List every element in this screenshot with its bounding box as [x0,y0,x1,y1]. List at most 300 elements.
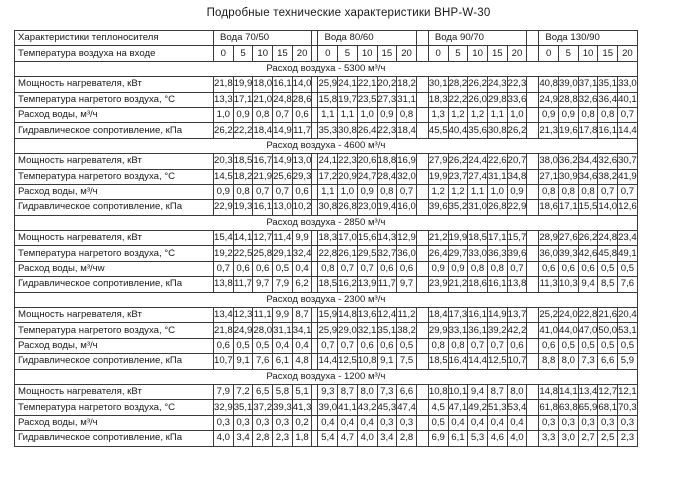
value-cell: 8,5 [598,277,618,292]
value-cell: 0,3 [397,415,417,430]
value-cell: 13,0 [292,154,312,169]
value-cell: 0,3 [214,415,234,430]
value-cell: 28,2 [448,77,468,92]
value-cell: 21,2 [428,231,448,246]
value-cell: 20,9 [338,169,358,184]
spacer-cell [527,31,539,46]
value-cell: 10,7 [214,354,234,369]
value-cell: 0,5 [233,338,253,353]
value-cell: 0,6 [292,184,312,199]
value-cell: 2,3 [273,431,293,446]
value-cell: 22,9 [214,200,234,215]
value-cell: 0,7 [468,338,488,353]
value-cell: 32,7 [377,246,397,261]
value-cell: 13,0 [273,200,293,215]
value-cell: 14,9 [273,123,293,138]
value-cell: 26,2 [468,77,488,92]
temp-header-cell: 15 [487,46,507,61]
value-cell: 6,1 [273,354,293,369]
value-cell: 24,8 [598,231,618,246]
table-row [15,384,638,399]
temp-header-cell: 15 [273,46,293,61]
value-cell: 10,1 [448,384,468,399]
value-cell: 31,0 [468,200,488,215]
table-row [15,200,638,215]
value-cell: 11,2 [397,308,417,323]
table-row [15,338,638,353]
value-cell: 5,8 [273,384,293,399]
value-cell: 1,1 [468,184,488,199]
value-cell: 6,6 [397,384,417,399]
value-cell: 9,9 [292,231,312,246]
value-cell: 29,5 [357,246,377,261]
value-cell: 19,9 [428,169,448,184]
value-cell: 7,6 [253,354,273,369]
value-cell: 41,1 [338,400,358,415]
value-cell: 0,7 [318,338,338,353]
value-cell: 0,5 [397,338,417,353]
spacer-cell [527,107,539,122]
value-cell: 14,8 [338,308,358,323]
value-cell: 12,6 [618,200,638,215]
temp-header-cell: 10 [468,46,488,61]
value-cell: 32,9 [214,400,234,415]
value-cell: 7,3 [578,354,598,369]
value-cell: 14,8 [539,384,559,399]
value-cell: 7,6 [618,277,638,292]
table-row [15,431,638,446]
value-cell: 41,9 [618,169,638,184]
value-cell: 0,4 [468,415,488,430]
spacer-cell [416,231,428,246]
value-cell: 14,4 [468,354,488,369]
value-cell: 0,5 [578,338,598,353]
row-label: Расход воды, м³/ч [15,415,214,430]
value-cell: 12,7 [598,384,618,399]
value-cell: 19,9 [448,231,468,246]
value-cell: 1,0 [357,107,377,122]
value-cell: 1,1 [318,107,338,122]
spacer-cell [416,384,428,399]
value-cell: 51,3 [487,400,507,415]
value-cell: 9,4 [578,277,598,292]
value-cell: 36,3 [487,246,507,261]
value-cell: 34,6 [578,169,598,184]
value-cell: 27,1 [539,169,559,184]
value-cell: 1,0 [214,107,234,122]
value-cell: 0,6 [214,338,234,353]
value-cell: 24,7 [357,169,377,184]
value-cell: 0,4 [292,338,312,353]
value-cell: 4,7 [338,431,358,446]
value-cell: 14,5 [214,169,234,184]
value-cell: 0,6 [397,261,417,276]
spacer-cell [416,277,428,292]
value-cell: 0,5 [618,338,638,353]
value-cell: 0,6 [507,338,527,353]
value-cell: 61,8 [539,400,559,415]
value-cell: 24,0 [559,308,579,323]
value-cell: 9,9 [273,308,293,323]
table-row [15,92,638,107]
section-title: Расход воздуха - 4600 м³/ч [15,138,638,153]
value-cell: 12,5 [338,354,358,369]
value-cell: 68,1 [598,400,618,415]
value-cell: 40,4 [448,123,468,138]
value-cell: 8,7 [487,384,507,399]
value-cell: 16,4 [448,354,468,369]
value-cell: 24,9 [539,92,559,107]
value-cell: 14,9 [487,308,507,323]
value-cell: 0,7 [273,184,293,199]
value-cell: 36,0 [539,246,559,261]
value-cell: 11,1 [253,308,273,323]
temp-header-cell: 15 [377,46,397,61]
value-cell: 12,1 [618,384,638,399]
value-cell: 26,8 [338,200,358,215]
value-cell: 30,8 [487,123,507,138]
value-cell: 41,3 [292,400,312,415]
value-cell: 39,2 [487,323,507,338]
header-group-row [15,31,638,46]
value-cell: 30,1 [428,77,448,92]
value-cell: 39,6 [428,200,448,215]
value-cell: 29,3 [292,169,312,184]
table-row [15,246,638,261]
spacer-cell [527,338,539,353]
spacer-cell [527,277,539,292]
value-cell: 22,5 [233,246,253,261]
value-cell: 18,8 [377,154,397,169]
table-row [15,154,638,169]
value-cell: 0,9 [539,107,559,122]
value-cell: 65,9 [578,400,598,415]
value-cell: 26,4 [357,123,377,138]
value-cell: 18,5 [233,154,253,169]
table-row [15,277,638,292]
value-cell: 0,9 [377,107,397,122]
value-cell: 1,1 [318,184,338,199]
value-cell: 14,1 [559,384,579,399]
spacer-cell [416,261,428,276]
value-cell: 34,1 [292,323,312,338]
value-cell: 11,7 [292,123,312,138]
value-cell: 18,2 [397,77,417,92]
value-cell: 36,1 [468,323,488,338]
value-cell: 39,0 [559,77,579,92]
value-cell: 28,0 [253,323,273,338]
spacer-cell [527,169,539,184]
value-cell: 25,9 [318,77,338,92]
table-row [15,308,638,323]
value-cell: 35,3 [318,123,338,138]
value-cell: 0,9 [559,107,579,122]
group-header-70-50: Вода 70/50 [214,31,312,46]
value-cell: 40,1 [618,92,638,107]
value-cell: 18,5 [318,277,338,292]
section-title: Расход воздуха - 1200 м³/ч [15,369,638,384]
value-cell: 18,3 [318,231,338,246]
value-cell: 19,4 [377,200,397,215]
value-cell: 22,2 [233,123,253,138]
section-row [15,369,638,384]
value-cell: 47,4 [397,400,417,415]
value-cell: 25,2 [539,308,559,323]
value-cell: 23,9 [428,277,448,292]
value-cell: 32,6 [578,92,598,107]
value-cell: 38,2 [598,169,618,184]
value-cell: 26,2 [448,154,468,169]
value-cell: 0,3 [377,415,397,430]
value-cell: 49,2 [468,400,488,415]
value-cell: 7,9 [273,277,293,292]
spacer-cell [416,323,428,338]
value-cell: 0,9 [233,107,253,122]
value-cell: 21,6 [598,308,618,323]
table-row [15,323,638,338]
value-cell: 45,3 [377,400,397,415]
value-cell: 49,1 [618,246,638,261]
value-cell: 26,4 [428,246,448,261]
section-title: Расход воздуха - 5300 м³/ч [15,61,638,76]
temp-header-cell: 15 [598,46,618,61]
spacer-cell [416,31,428,46]
value-cell: 10,8 [357,354,377,369]
spacer-cell [416,184,428,199]
value-cell: 0,7 [618,107,638,122]
value-cell: 17,2 [318,169,338,184]
value-cell: 22,3 [507,77,527,92]
value-cell: 12,4 [377,308,397,323]
value-cell: 29,7 [448,246,468,261]
value-cell: 17,8 [578,123,598,138]
row-label: Температура нагретого воздуха, °С [15,246,214,261]
value-cell: 35,6 [468,123,488,138]
value-cell: 10,2 [292,200,312,215]
value-cell: 28,9 [539,231,559,246]
value-cell: 0,6 [539,261,559,276]
temp-header-cell: 0 [539,46,559,61]
value-cell: 0,9 [448,261,468,276]
value-cell: 20,7 [507,154,527,169]
value-cell: 0,5 [598,338,618,353]
value-cell: 33,0 [618,77,638,92]
value-cell: 6,6 [598,354,618,369]
value-cell: 13,7 [507,308,527,323]
value-cell: 42,6 [578,246,598,261]
value-cell: 43,2 [357,400,377,415]
value-cell: 25,6 [273,169,293,184]
spacer-cell [527,92,539,107]
value-cell: 0,3 [578,415,598,430]
value-cell: 13,4 [578,384,598,399]
value-cell: 35,1 [233,400,253,415]
table-row [15,184,638,199]
value-cell: 15,8 [318,92,338,107]
value-cell: 16,1 [253,200,273,215]
value-cell: 22,2 [448,92,468,107]
value-cell: 0,8 [233,184,253,199]
value-cell: 1,2 [428,184,448,199]
value-cell: 4,6 [487,431,507,446]
value-cell: 16,1 [468,308,488,323]
value-cell: 5,1 [292,384,312,399]
group-header-130-90: Вода 130/90 [539,31,637,46]
value-cell: 8,7 [292,308,312,323]
value-cell: 35,1 [377,323,397,338]
spacer-cell [416,169,428,184]
value-cell: 15,4 [214,231,234,246]
row-label: Температура нагретого воздуха, °С [15,323,214,338]
group-header-90-70: Вода 90/70 [428,31,526,46]
value-cell: 15,9 [318,308,338,323]
value-cell: 39,0 [318,400,338,415]
value-cell: 7,9 [214,384,234,399]
value-cell: 0,5 [618,261,638,276]
value-cell: 4,8 [292,354,312,369]
value-cell: 0,7 [273,107,293,122]
value-cell: 15,7 [507,231,527,246]
value-cell: 0,4 [273,338,293,353]
row-label: Гидравлическое сопротивление, кПа [15,354,214,369]
value-cell: 30,8 [318,200,338,215]
value-cell: 4,0 [507,431,527,446]
value-cell: 0,9 [214,184,234,199]
value-cell: 45,8 [598,246,618,261]
value-cell: 27,9 [428,154,448,169]
value-cell: 0,7 [487,338,507,353]
spacer-cell [527,246,539,261]
value-cell: 9,1 [377,354,397,369]
value-cell: 35,1 [598,77,618,92]
value-cell: 27,6 [559,231,579,246]
value-cell: 0,5 [559,338,579,353]
temp-header-cell: 10 [578,46,598,61]
value-cell: 24,1 [318,154,338,169]
spacer-cell [416,308,428,323]
value-cell: 20,3 [214,154,234,169]
value-cell: 22,3 [377,123,397,138]
spacer-cell [527,400,539,415]
value-cell: 40,8 [539,77,559,92]
value-cell: 30,9 [559,169,579,184]
value-cell: 5,4 [318,431,338,446]
value-cell: 31,1 [487,169,507,184]
table-row [15,354,638,369]
value-cell: 2,8 [253,431,273,446]
value-cell: 1,8 [292,431,312,446]
value-cell: 8,0 [559,354,579,369]
value-cell: 16,9 [397,154,417,169]
table-row [15,107,638,122]
row-label: Мощность нагревателя, кВт [15,231,214,246]
value-cell: 26,8 [487,200,507,215]
value-cell: 0,4 [357,415,377,430]
value-cell: 0,5 [253,338,273,353]
value-cell: 26,1 [338,246,358,261]
value-cell: 36,4 [598,92,618,107]
value-cell: 20,2 [377,77,397,92]
value-cell: 2,8 [397,431,417,446]
value-cell: 21,2 [448,277,468,292]
value-cell: 12,3 [233,308,253,323]
value-cell: 18,0 [253,77,273,92]
value-cell: 0,8 [598,107,618,122]
value-cell: 29,9 [428,323,448,338]
spacer-cell [416,123,428,138]
spacer-cell [527,184,539,199]
spacer-cell [416,46,428,61]
value-cell: 14,0 [598,200,618,215]
value-cell: 30,7 [618,154,638,169]
value-cell: 0,4 [507,415,527,430]
value-cell: 0,7 [338,261,358,276]
value-cell: 1,2 [448,184,468,199]
spacer-cell [416,200,428,215]
temp-header-cell: 5 [338,46,358,61]
value-cell: 13,8 [507,277,527,292]
value-cell: 29,1 [273,246,293,261]
value-cell: 0,8 [448,338,468,353]
row-label: Расход воды, м³/ч [15,338,214,353]
value-cell: 0,4 [448,415,468,430]
value-cell: 6,1 [448,431,468,446]
value-cell: 41,0 [539,323,559,338]
value-cell: 4,0 [214,431,234,446]
value-cell: 0,7 [397,184,417,199]
row-label: Гидравлическое сопротивление, кПа [15,431,214,446]
row-label: Мощность нагревателя, кВт [15,154,214,169]
section-title: Расход воздуха - 2850 м³/ч [15,215,638,230]
value-cell: 10,7 [507,354,527,369]
value-cell: 10,8 [428,384,448,399]
value-cell: 18,6 [539,200,559,215]
spacer-cell [527,431,539,446]
value-cell: 0,7 [214,261,234,276]
value-cell: 15,6 [357,231,377,246]
value-cell: 19,7 [338,92,358,107]
value-cell: 22,1 [357,77,377,92]
value-cell: 0,7 [507,261,527,276]
value-cell: 0,6 [559,261,579,276]
temp-header-cell: 0 [318,46,338,61]
value-cell: 0,7 [598,184,618,199]
spacer-cell [527,123,539,138]
value-cell: 29,8 [487,92,507,107]
value-cell: 13,8 [214,277,234,292]
table-row [15,123,638,138]
value-cell: 18,5 [468,231,488,246]
table-row [15,169,638,184]
temp-header-cell: 0 [214,46,234,61]
value-cell: 0,3 [539,415,559,430]
table-row [15,415,638,430]
value-cell: 17,1 [233,92,253,107]
row-label: Температура нагретого воздуха, °С [15,400,214,415]
value-cell: 13,4 [214,308,234,323]
value-cell: 12,5 [487,354,507,369]
section-row [15,215,638,230]
table-row [15,231,638,246]
value-cell: 3,0 [559,431,579,446]
value-cell: 0,8 [397,107,417,122]
value-cell: 18,6 [468,277,488,292]
value-cell: 0,4 [292,261,312,276]
value-cell: 24,4 [468,154,488,169]
value-cell: 0,8 [539,184,559,199]
value-cell: 0,6 [357,338,377,353]
temp-header-cell: 20 [397,46,417,61]
